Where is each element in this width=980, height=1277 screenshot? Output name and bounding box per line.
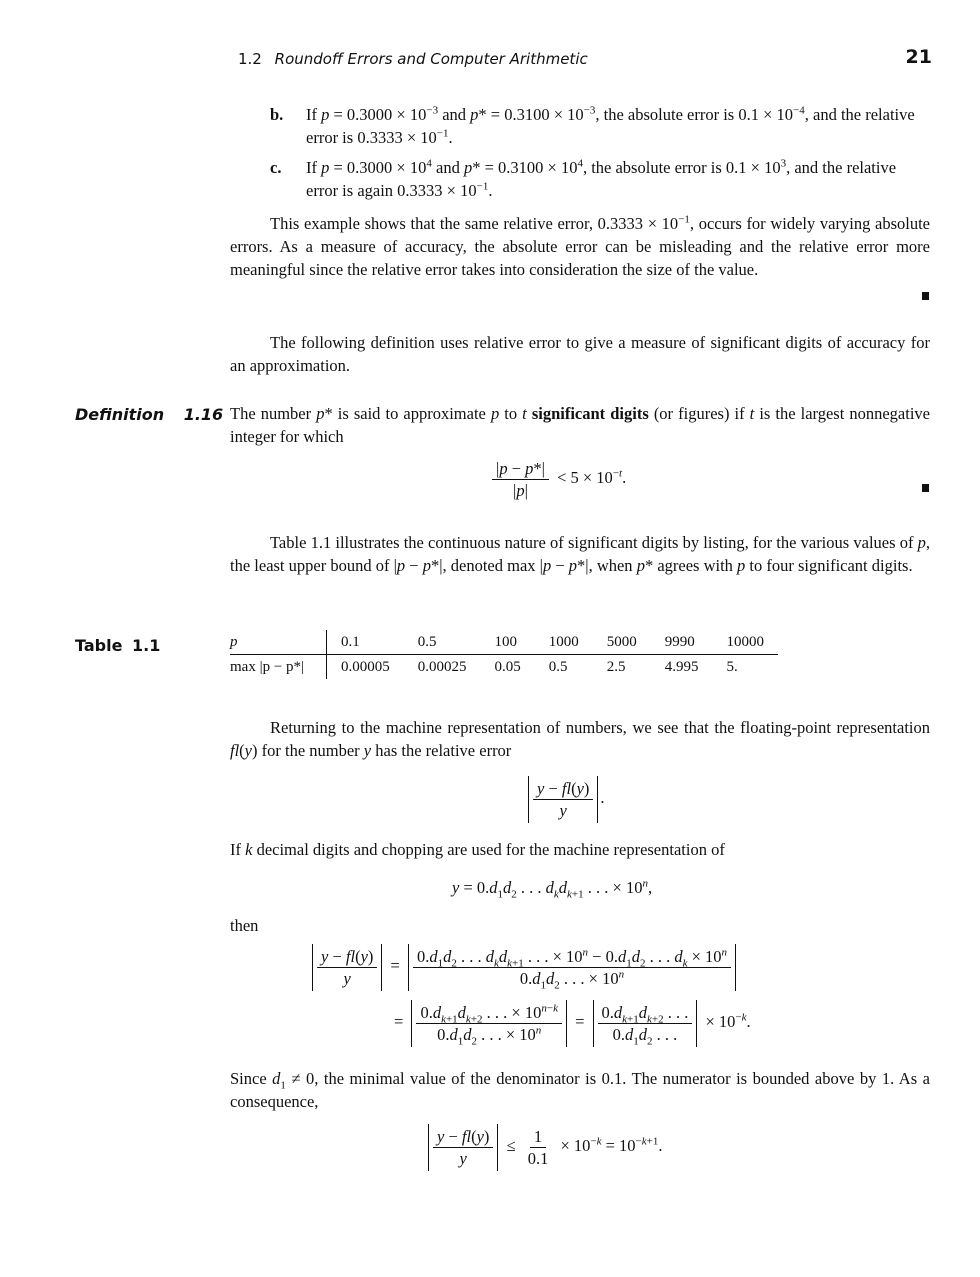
minimal-denominator-paragraph: Since $d_1 \ne 0$, the minimal value of the denominator is 0.1. The numerator is bounded above by 1. As a consequence, — [230, 1069, 930, 1111]
row-header-max-error: max |p − p*| — [230, 655, 327, 680]
definition-inequality: $\frac{|p - p*|}{|p|}$ < $5 \times 10^{-t}$. — [492, 458, 626, 501]
definition-intro-paragraph: The following definition uses relative error to give a measure of significant digits of accuracy for an approximation. — [230, 333, 930, 375]
table-word: Table — [75, 636, 123, 655]
summary-text-part2: , occurs for widely varying absolute errors. As a measure of accuracy, the absolute error can be misleading and the relative error more meaningful since the relative error takes into consideration the size of the value. — [230, 214, 930, 279]
p-value-cell: 1000 — [535, 630, 593, 655]
relative-error-fraction: $\frac{|p - p*|}{|p|}$ — [492, 458, 549, 501]
item-text-c: If $p = 0.3000 \times 10^4$ and $p* = 0.3100 \times 10^4$, the absolute error is $0.1 \times 10^3$, and the relative error is again $0.3333 \times 10^{-1}$. — [306, 157, 897, 200]
table-number: 1.1 — [132, 636, 161, 655]
derivation-line-2: = $\frac{0.d_{k+1}d_{k+2} . . . \times 10^{n-k}}{0.d_1d_2 . . . \times 10^n}$ = $\frac{0.d_{k+1}d_{k+2} . . .}{0.d_1d_2 . . .}$ × $10^{-k}$. — [394, 1000, 751, 1047]
max-error-cell: 2.5 — [606, 658, 626, 675]
y-representation-equation: $y = 0.d_1d_2$ . . . $d_kd_{k+1}$ . . . × $10^n$, — [452, 877, 653, 901]
final-bound-inequality: $\frac{y - fl(y)}{y}$ ≤ $\frac{1}{0.1}$ × $10^{-k} = 10^{-k+1}$. — [428, 1124, 663, 1171]
section-title: Roundoff Errors and Computer Arithmetic — [274, 50, 588, 68]
p-value-cell: 0.1 — [327, 630, 404, 655]
max-error-cell: 4.995 — [664, 658, 699, 675]
table-intro-paragraph: Table 1.1 illustrates the continuous nature of significant digits by listing, for the various values of p, the least upper bound of |p − p*|, denoted max |p − p*|, when p* agrees with p to four significant digits. — [230, 533, 930, 575]
item-text-b: If $p = 0.3000 \times 10^{-3}$ and $p* = 0.3100 \times 10^{-3}$, the absolute error is $0.1 \times 10^{-4}$, and the relative error is $0.3333 \times 10^{-1}$. — [306, 104, 915, 147]
then-word: then — [230, 916, 259, 935]
significant-digits-term: significant digits — [531, 404, 649, 423]
max-error-cell: 0.00025 — [417, 658, 467, 675]
example-item-c — [270, 156, 932, 202]
p-value-cell: 5000 — [593, 630, 651, 655]
definition-word: Definition — [75, 405, 165, 424]
running-header — [238, 48, 588, 71]
max-error-cell: 0.00005 — [341, 658, 390, 675]
max-error-cell: 0.05 — [494, 658, 521, 675]
example-item-b — [270, 103, 932, 149]
chopping-paragraph: If k decimal digits and chopping are used for the machine representation of — [230, 840, 725, 859]
p-value-cell: 10000 — [713, 630, 779, 655]
page-number: 21 — [905, 46, 932, 68]
p-value-cell: 9990 — [651, 630, 713, 655]
relative-error-expression: $\frac{y - fl(y)}{y}$ . — [528, 776, 605, 823]
end-of-definition-mark — [922, 484, 929, 492]
derivation-line-1: $\frac{y - fl(y)}{y}$ = $\frac{0.d_1d_2 . . . d_kd_{k+1} . . . \times 10^n - 0.d_1d_2 . . . d_k \times 10^n}{0.d_1d_2 . . . \times 10^n}$ — [312, 944, 736, 991]
table-row-max-error — [230, 655, 778, 680]
section-number: 1.2 — [238, 50, 262, 68]
p-value-cell: 0.5 — [404, 630, 481, 655]
definition-number: 1.16 — [183, 405, 224, 424]
definition-body: The number p* is said to approximate p to t significant digits (or figures) if t is the largest nonnegative integer for which — [230, 404, 931, 446]
max-error-cell: 5. — [726, 658, 738, 675]
definition-label — [75, 403, 223, 426]
item-label-b: b. — [270, 105, 284, 124]
table-label — [75, 634, 160, 657]
item-label-c: c. — [270, 158, 282, 177]
significant-digits-table — [230, 630, 778, 679]
row-header-p: p — [230, 630, 327, 655]
end-of-example-mark — [922, 292, 929, 300]
max-error-cell: 0.5 — [548, 658, 568, 675]
table-row-p — [230, 630, 778, 655]
p-value-cell: 100 — [481, 630, 535, 655]
relative-error-paragraph: Returning to the machine representation of numbers, we see that the floating-point representation fl(y) for the number y has the relative error — [230, 718, 930, 760]
summary-text-part1: This example shows that the same relative error, 0.3333 × 10 — [270, 214, 679, 233]
example-summary-paragraph: This example shows that the same relative error, $0.3333 \times 10^{-1}$, occurs for widely varying absolute errors. As a measure of accuracy, the absolute error can be misleading and the relative error more meaningful since the relative error takes into consideration the size of the value. — [230, 213, 930, 279]
